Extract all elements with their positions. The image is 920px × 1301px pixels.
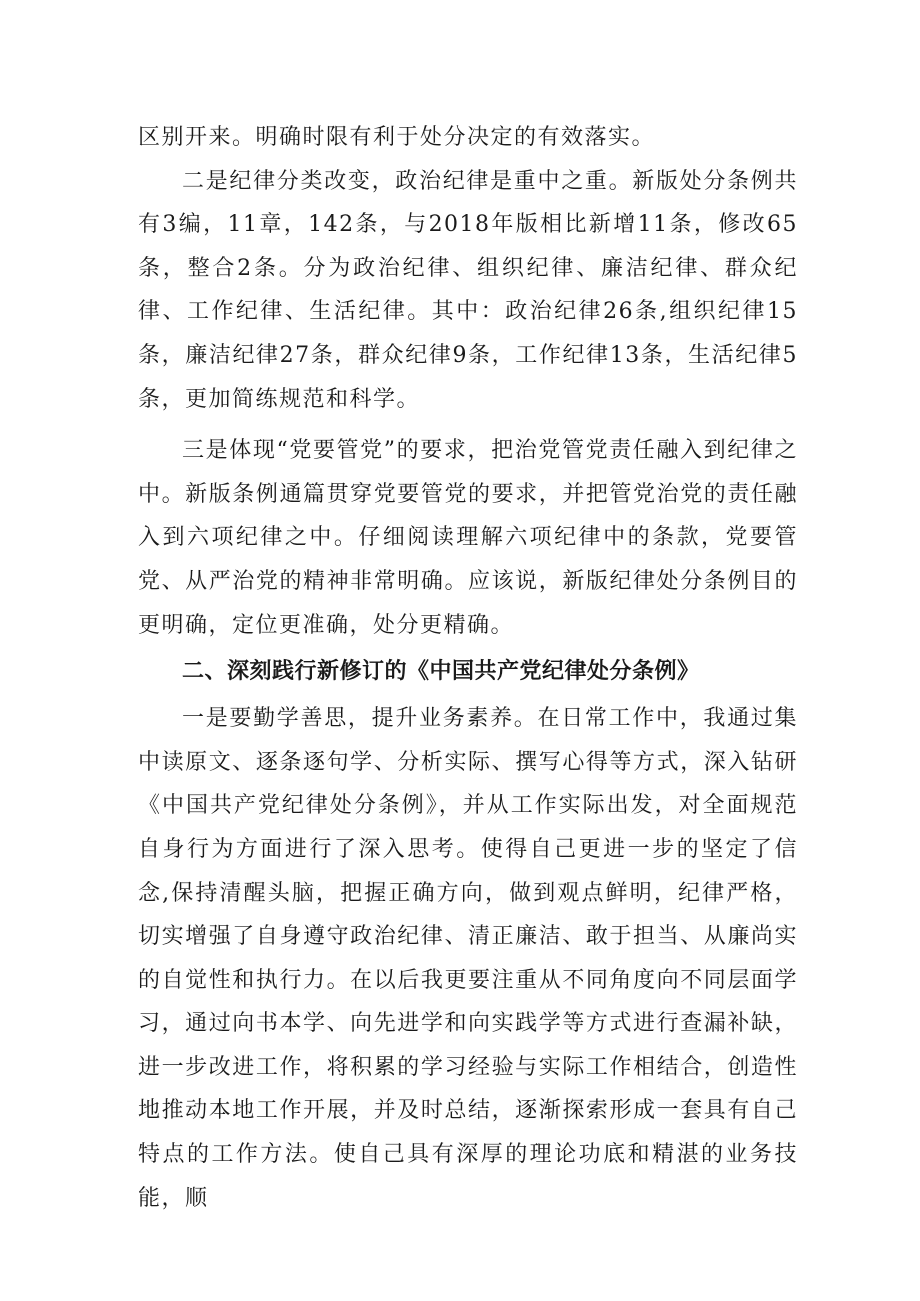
paragraph-party-governance: 三是体现“党要管党”的要求，把治党管党责任融入到纪律之中。新版条例通篇贯穿党要管党的要求，并把管党治党的责任融入到六项纪律之中。仔细阅读理解六项纪律中的条款，党要管党、从严治党的精神非常明确。应该说，新版纪律处分条例目的更明确，定位更准确，处分更精确。 xyxy=(138,438,798,638)
paragraph-study-diligently: 一是要勤学善思，提升业务素养。在日常工作中，我通过集中读原文、逐条逐句学、分析实际、撰写心得等方式，深入钻研《中国共产党纪律处分条例》，并从工作实际出发，对全面规范自身行为方面进行了深入思考。使得自己更进一步的坚定了信念,保持清醒头脑，把握正确方向，做到观点鲜明，纪律严格，切实增强了自身遵守政治纪律、清正廉洁、敢于担当、从廉尚实的自觉性和执行力。在以后我更要注重从不同角度向不同层面学习，通过向书本学、向先进学和向实践学等方式进行查漏补缺，进一步改进工作，将积累的学习经验与实际工作相结合，创造性地推动本地工作开展，并及时总结，逐渐探索形成一套具有自己特点的工作方法。使自己具有深厚的理论功底和精湛的业务技能，顺 xyxy=(138,706,798,1211)
paragraph-continuation: 区别开来。明确时限有利于处分决定的有效落实。 xyxy=(138,125,656,150)
document-body xyxy=(138,116,798,1220)
paragraph-discipline-categories: 二是纪律分类改变，政治纪律是重中之重。新版处分条例共有3编，11章，142条，与2018年版相比新增11条，修改65条，整合2条。分为政治纪律、组织纪律、廉洁纪律、群众纪律、工作纪律、生活纪律。其中：政治纪律26条,组织纪律15条，廉洁纪律27条，群众纪律9条，工作纪律13条，生活纪律5条，更加简练规范和科学。 xyxy=(138,168,798,412)
paragraph-spacer xyxy=(138,421,798,429)
section-heading: 二、深刻践行新修订的《中国共产党纪律处分条例》 xyxy=(182,659,700,685)
